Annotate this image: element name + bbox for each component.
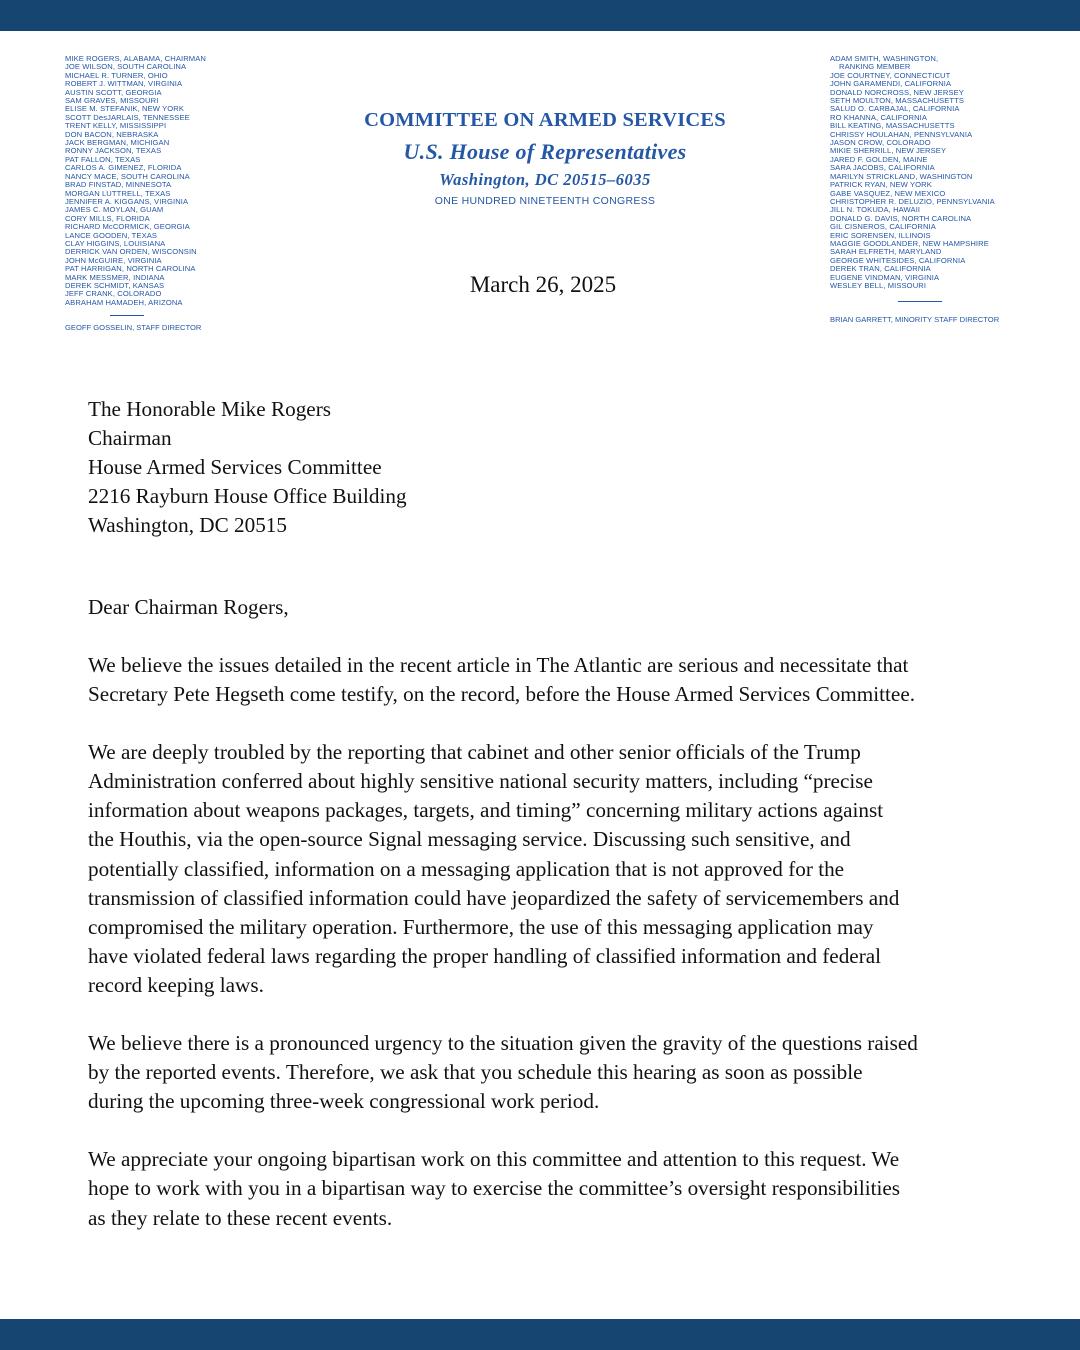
body-line: potentially classified, information on a messaging application that is not approved for the xyxy=(88,856,845,881)
member-name: JASON CROW, COLORADO xyxy=(830,138,931,148)
member-name: RONNY JACKSON, TEXAS xyxy=(65,146,162,156)
member-name: WESLEY BELL, MISSOURI xyxy=(830,280,927,290)
member-name: BILL KEATING, MASSACHUSETTS xyxy=(830,121,955,131)
letter-date: March 26, 2025 xyxy=(469,272,617,297)
member-name: LANCE GOODEN, TEXAS xyxy=(65,230,158,240)
salutation: Dear Chairman Rogers, xyxy=(88,595,289,619)
member-name: JOHN McGUIRE, VIRGINIA xyxy=(65,255,162,265)
member-name: SARAH ELFRETH, MARYLAND xyxy=(830,247,942,257)
member-name: PAT FALLON, TEXAS xyxy=(65,154,141,164)
member-name: JENNIFER A. KIGGANS, VIRGINIA xyxy=(65,196,189,206)
member-name: SALUD O. CARBAJAL, CALIFORNIA xyxy=(830,104,960,114)
member-name: DONALD G. DAVIS, NORTH CAROLINA xyxy=(830,213,972,223)
body-line: We believe the issues detailed in the recent article in The Atlantic are serious and necessitate that xyxy=(88,653,909,677)
majority-staff-director: GEOFF GOSSELIN, STAFF DIRECTOR xyxy=(65,323,202,332)
member-name: JOE COURTNEY, CONNECTICUT xyxy=(830,70,951,80)
member-name: EUGENE VINDMAN, VIRGINIA xyxy=(830,272,940,282)
congress-label: ONE HUNDRED NINETEENTH CONGRESS xyxy=(434,195,656,207)
body-line: Secretary Pete Hegseth come testify, on the record, before the House Armed Services Committee. xyxy=(88,682,916,707)
body-line: We are deeply troubled by the reporting that cabinet and other senior officials of the Trump xyxy=(88,740,861,765)
majority-divider xyxy=(110,315,144,316)
member-name: DON BACON, NEBRASKA xyxy=(65,129,159,139)
member-name: JOE WILSON, SOUTH CAROLINA xyxy=(65,62,187,72)
member-name: DONALD NORCROSS, NEW JERSEY xyxy=(830,87,964,97)
member-name: BRAD FINSTAD, MINNESOTA xyxy=(65,180,172,190)
house-name: U.S. House of Representatives xyxy=(403,139,687,164)
member-name: DEREK TRAN, CALIFORNIA xyxy=(830,264,931,274)
member-name: PATRICK RYAN, NEW YORK xyxy=(830,180,932,190)
member-name: CARLOS A. GIMENEZ, FLORIDA xyxy=(65,163,182,173)
member-name: ROBERT J. WITTMAN, VIRGINIA xyxy=(65,79,183,89)
member-name: RICHARD McCORMICK, GEORGIA xyxy=(65,222,190,232)
member-name: AUSTIN SCOTT, GEORGIA xyxy=(65,87,162,97)
member-name: MARK MESSMER, INDIANA xyxy=(65,272,165,282)
member-name: GIL CISNEROS, CALIFORNIA xyxy=(830,222,936,232)
member-name: SCOTT DesJARLAIS, TENNESSEE xyxy=(65,112,190,122)
body-line: have violated federal laws regarding the proper handling of classified information and federal xyxy=(88,943,882,968)
recipient-line: Chairman xyxy=(88,426,172,450)
body-line: We appreciate your ongoing bipartisan work on this committee and attention to this request. We xyxy=(88,1147,900,1172)
body-line: during the upcoming three-week congressional work period. xyxy=(88,1089,600,1114)
member-name: MORGAN LUTTRELL, TEXAS xyxy=(65,188,171,198)
member-name: SAM GRAVES, MISSOURI xyxy=(65,96,159,106)
member-name: PAT HARRIGAN, NORTH CAROLINA xyxy=(65,264,196,274)
committee-address: Washington, DC 20515–6035 xyxy=(439,170,651,189)
member-name: MIKE ROGERS, ALABAMA, CHAIRMAN xyxy=(65,54,206,63)
body-line: compromised the military operation. Furthermore, the use of this messaging application may xyxy=(88,914,874,939)
top-color-band xyxy=(0,0,1080,31)
member-name: CORY MILLS, FLORIDA xyxy=(65,213,150,223)
body-line: transmission of classified information could have jeopardized the safety of servicemembers and xyxy=(88,885,900,910)
member-name: MARILYN STRICKLAND, WASHINGTON xyxy=(830,171,973,181)
member-name: JARED F. GOLDEN, MAINE xyxy=(830,154,928,164)
body-paragraph xyxy=(88,1145,988,1232)
member-name: MAGGIE GOODLANDER, NEW HAMPSHIRE xyxy=(830,238,989,248)
bottom-color-band xyxy=(0,1319,1080,1350)
body-paragraph xyxy=(88,651,988,709)
body-line: We believe there is a pronounced urgency to the situation given the gravity of the questions raised xyxy=(88,1031,918,1056)
member-name: DERRICK VAN ORDEN, WISCONSIN xyxy=(65,247,197,257)
body-paragraph xyxy=(88,1029,988,1116)
member-name: JAMES C. MOYLAN, GUAM xyxy=(65,205,164,215)
recipient-address-block xyxy=(88,395,407,540)
member-name: ABRAHAM HAMADEH, ARIZONA xyxy=(65,297,183,307)
member-name: ELISE M. STEFANIK, NEW YORK xyxy=(65,104,185,114)
letter-body xyxy=(88,651,988,1262)
member-name: GABE VASQUEZ, NEW MEXICO xyxy=(830,188,946,198)
body-line: as they relate to these recent events. xyxy=(88,1205,393,1230)
member-name: JILL N. TOKUDA, HAWAII xyxy=(830,205,921,215)
member-name: DEREK SCHMIDT, KANSAS xyxy=(65,280,165,290)
recipient-line: Washington, DC 20515 xyxy=(88,513,287,537)
member-name: MIKIE SHERRILL, NEW JERSEY xyxy=(830,146,947,156)
body-paragraph xyxy=(88,738,988,1000)
recipient-line: The Honorable Mike Rogers xyxy=(88,397,332,421)
member-name: CLAY HIGGINS, LOUISIANA xyxy=(65,238,166,248)
body-line: Administration conferred about highly sensitive national security matters, including “precise xyxy=(88,769,873,794)
member-name: ERIC SORENSEN, ILLINOIS xyxy=(830,230,931,240)
recipient-line: 2216 Rayburn House Office Building xyxy=(88,484,407,508)
member-name: ADAM SMITH, WASHINGTON, xyxy=(830,54,939,63)
member-name: RANKING MEMBER xyxy=(839,62,911,72)
body-line: hope to work with you in a bipartisan way to exercise the committee’s oversight responsibilities xyxy=(88,1176,901,1201)
member-name: JOHN GARAMENDI, CALIFORNIA xyxy=(830,79,952,89)
body-line: by the reported events. Therefore, we ask that you schedule this hearing as soon as possible xyxy=(88,1060,863,1085)
member-name: TRENT KELLY, MISSISSIPPI xyxy=(65,121,167,131)
minority-member-list xyxy=(830,55,1040,290)
member-name: CHRISSY HOULAHAN, PENNSYLVANIA xyxy=(830,129,973,139)
member-name: SARA JACOBS, CALIFORNIA xyxy=(830,163,935,173)
member-name: JACK BERGMAN, MICHIGAN xyxy=(65,138,170,148)
member-name: CHRISTOPHER R. DELUZIO, PENNSYLVANIA xyxy=(830,196,995,206)
member-name: JEFF CRANK, COLORADO xyxy=(65,289,162,299)
minority-divider xyxy=(898,301,942,302)
member-name: NANCY MACE, SOUTH CAROLINA xyxy=(65,171,190,181)
committee-name: COMMITTEE ON ARMED SERVICES xyxy=(364,109,726,131)
member-name: MICHAEL R. TURNER, OHIO xyxy=(65,70,168,80)
recipient-line: House Armed Services Committee xyxy=(88,455,382,479)
member-name: SETH MOULTON, MASSACHUSETTS xyxy=(830,96,965,106)
body-line: record keeping laws. xyxy=(88,972,264,997)
body-line: information about weapons packages, targets, and timing” concerning military actions against xyxy=(88,798,884,823)
member-name: GEORGE WHITESIDES, CALIFORNIA xyxy=(830,255,966,265)
body-line: the Houthis, via the open-source Signal messaging service. Discussing such sensitive, and xyxy=(88,827,851,852)
minority-staff-director: BRIAN GARRETT, MINORITY STAFF DIRECTOR xyxy=(830,315,1000,324)
member-name: RO KHANNA, CALIFORNIA xyxy=(830,112,928,122)
majority-member-list xyxy=(65,55,265,307)
